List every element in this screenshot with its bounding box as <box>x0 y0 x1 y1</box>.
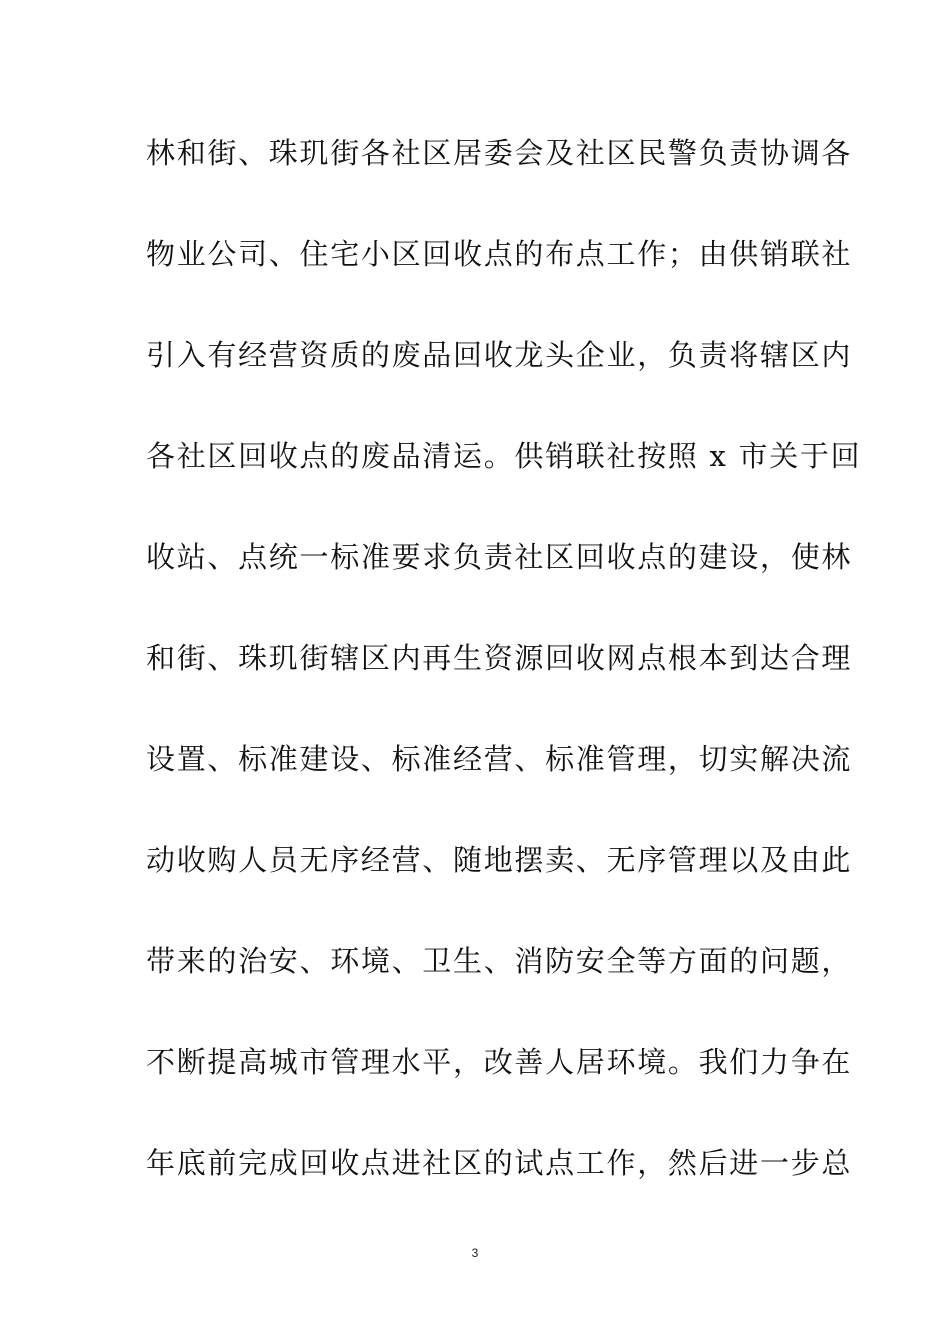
text-line-4: 各社区回收点的废品清运。供销联社按照 x 市关于回 <box>146 439 862 473</box>
page-number: 3 <box>471 1246 479 1260</box>
text-line-11: 年底前完成回收点进社区的试点工作，然后进一步总 <box>146 1146 853 1180</box>
text-line-10: 不断提高城市管理水平，改善人居环境。我们力争在 <box>146 1045 853 1079</box>
text-line-9: 带来的治安、环境、卫生、消防安全等方面的问题， <box>146 944 853 978</box>
text-line-1: 林和街、珠玑街各社区居委会及社区民警负责协调各 <box>146 136 853 170</box>
text-line-5: 收站、点统一标准要求负责社区回收点的建设，使林 <box>146 540 853 574</box>
text-line-8: 动收购人员无序经营、随地摆卖、无序管理以及由此 <box>146 843 853 877</box>
text-line-7: 设置、标准建设、标准经营、标准管理，切实解决流 <box>146 742 853 776</box>
text-line-2: 物业公司、住宅小区回收点的布点工作；由供销联社 <box>146 237 853 271</box>
body-text <box>146 126 862 1237</box>
text-line-6: 和街、珠玑街辖区内再生资源回收网点根本到达合理 <box>146 641 853 675</box>
text-line-3: 引入有经营资质的废品回收龙头企业，负责将辖区内 <box>146 338 853 372</box>
